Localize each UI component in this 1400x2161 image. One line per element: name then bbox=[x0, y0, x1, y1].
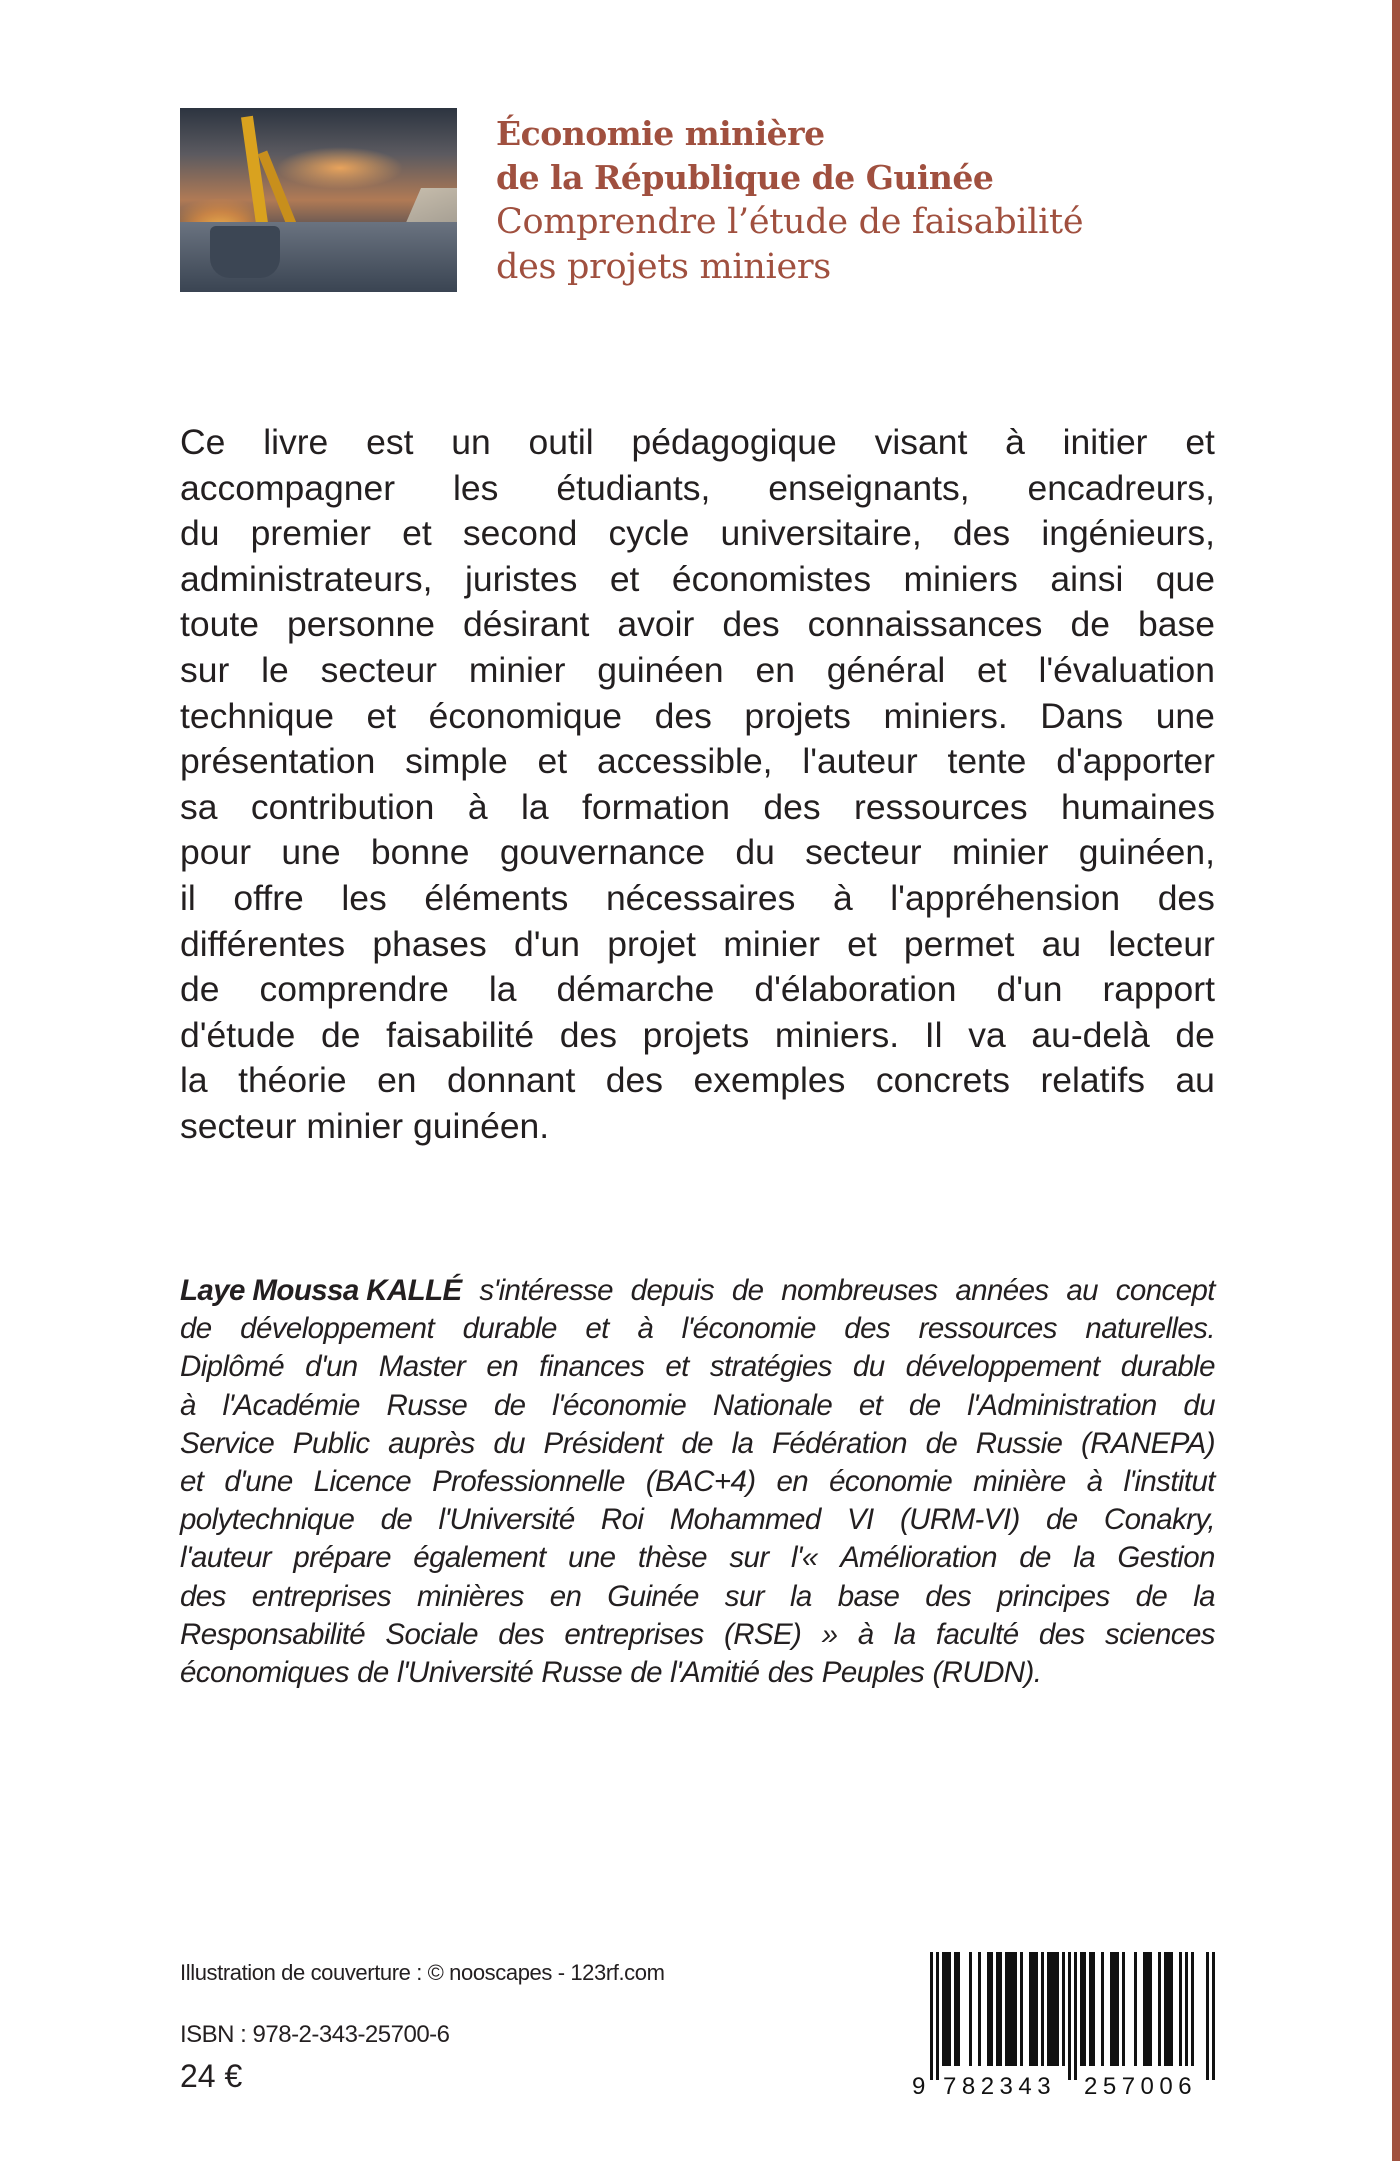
barcode-bar bbox=[1146, 1952, 1149, 2066]
bio-line: l'auteur prépare également une thèse sur l'« Amélioration de la Gestion bbox=[180, 1541, 1215, 1575]
bio-line: Responsabilité Sociale des entreprises (RSE) » à la faculté des sciences bbox=[180, 1617, 1215, 1651]
summary-line: accompagner les étudiants, enseignants, encadreurs, bbox=[180, 467, 1215, 508]
barcode-bar bbox=[930, 1952, 933, 2080]
barcode-bar bbox=[1179, 1952, 1182, 2066]
author-bio bbox=[180, 1272, 1215, 1692]
barcode-digits: 9 bbox=[912, 2073, 931, 2100]
barcode-bar bbox=[1074, 1952, 1077, 2080]
barcode-bar bbox=[1113, 1952, 1116, 2066]
bio-line: Service Public auprès du Président de la Fédération de Russie (RANEPA) bbox=[180, 1426, 1215, 1460]
barcode-bar bbox=[1110, 1952, 1113, 2066]
barcode-bar bbox=[1191, 1952, 1194, 2066]
summary-line: Ce livre est un outil pédagogique visant à initier et bbox=[180, 422, 1215, 462]
summary-line: la théorie en donnant des exemples concrets relatifs au bbox=[180, 1060, 1215, 1101]
barcode-bar bbox=[1068, 1952, 1071, 2080]
barcode-bar bbox=[942, 1952, 945, 2066]
barcode-bar bbox=[957, 1952, 960, 2066]
barcode-bar bbox=[1185, 1952, 1188, 2066]
bio-line: de développement durable et à l'économie des ressources naturelles. bbox=[180, 1312, 1215, 1346]
price: 24 € bbox=[180, 2058, 243, 2094]
barcode-bar bbox=[1080, 1952, 1083, 2066]
bio-line: économiques de l'Université Russe de l'Amitié des Peuples (RUDN). bbox=[180, 1656, 1042, 1690]
barcode-bar bbox=[1020, 1952, 1023, 2066]
summary-line: différentes phases d'un projet minier et permet au lecteur bbox=[180, 923, 1215, 964]
barcode-bar bbox=[1041, 1952, 1044, 2066]
isbn-barcode bbox=[908, 1950, 1218, 2100]
isbn: ISBN : 978-2-343-25700-6 bbox=[180, 2021, 450, 2048]
barcode-bar bbox=[936, 1952, 939, 2080]
barcode-bar bbox=[990, 1952, 993, 2066]
barcode-bar bbox=[1089, 1952, 1092, 2066]
barcode-bar bbox=[1158, 1952, 1161, 2066]
bio-line: à l'Académie Russe de l'économie Nationale et de l'Administration du bbox=[180, 1388, 1215, 1422]
spine-edge bbox=[1392, 0, 1400, 2161]
summary-line: d'étude de faisabilité des projets miniers. Il va au-delà de bbox=[180, 1014, 1215, 1055]
barcode-bar bbox=[1164, 1952, 1167, 2066]
book-title-line: de la République de Guinée bbox=[496, 158, 994, 197]
barcode-bar bbox=[1011, 1952, 1014, 2066]
barcode-digits: 782343 bbox=[943, 2073, 1057, 2100]
bio-line: Laye Moussa KALLÉ s'intéresse depuis de nombreuses années au concept bbox=[180, 1272, 1215, 1310]
barcode-bar bbox=[1008, 1952, 1011, 2066]
summary-line: technique et économique des projets miniers. Dans une bbox=[180, 695, 1215, 736]
cover-thumbnail-image bbox=[180, 108, 457, 292]
barcode-bar bbox=[1050, 1952, 1053, 2066]
book-title-block bbox=[496, 112, 1083, 290]
bio-line: polytechnique de l'Université Roi Mohammed VI (URM-VI) de Conakry, bbox=[180, 1503, 1215, 1537]
barcode-bar bbox=[1170, 1952, 1173, 2066]
summary-line: présentation simple et accessible, l'auteur tente d'apporter bbox=[180, 741, 1215, 782]
summary-line: administrateurs, juristes et économistes miniers ainsi que bbox=[180, 558, 1215, 599]
book-title-line: Économie minière bbox=[496, 114, 825, 153]
barcode-bar bbox=[1149, 1952, 1152, 2066]
barcode-bar bbox=[1122, 1952, 1125, 2066]
book-subtitle-line: des projets miniers bbox=[496, 247, 831, 287]
barcode-bar bbox=[1005, 1952, 1008, 2066]
barcode-bar bbox=[954, 1952, 957, 2066]
summary-line: sa contribution à la formation des ressources humaines bbox=[180, 786, 1215, 827]
barcode-bar bbox=[1101, 1952, 1104, 2066]
barcode-bar bbox=[1143, 1952, 1146, 2066]
barcode-bar bbox=[1035, 1952, 1038, 2066]
barcode-bar bbox=[1092, 1952, 1095, 2066]
summary-line: pour une bonne gouvernance du secteur minier guinéen, bbox=[180, 832, 1215, 873]
barcode-bar bbox=[1206, 1952, 1209, 2080]
barcode-digits: 257006 bbox=[1084, 2073, 1198, 2100]
barcode-bar bbox=[969, 1952, 972, 2066]
barcode-bar bbox=[1014, 1952, 1017, 2066]
barcode-bar bbox=[945, 1952, 948, 2066]
barcode-bar bbox=[1167, 1952, 1170, 2066]
barcode-bar bbox=[1032, 1952, 1035, 2066]
summary-line: il offre les éléments nécessaires à l'appréhension des bbox=[180, 877, 1215, 918]
cover-credit: Illustration de couverture : © nooscapes - 123rf.com bbox=[180, 1960, 665, 1985]
summary-line: toute personne désirant avoir des connaissances de base bbox=[180, 604, 1215, 645]
barcode-bar bbox=[1116, 1952, 1119, 2066]
bio-line: Diplômé d'un Master en finances et stratégies du développement durable bbox=[180, 1350, 1215, 1384]
barcode-bar bbox=[978, 1952, 981, 2066]
summary-line: du premier et second cycle universitaire, des ingénieurs, bbox=[180, 513, 1215, 554]
summary-paragraph bbox=[180, 420, 1215, 1150]
summary-line: secteur minier guinéen. bbox=[180, 1105, 550, 1146]
barcode-bar bbox=[1062, 1952, 1065, 2066]
barcode-bar bbox=[1083, 1952, 1086, 2066]
summary-line: sur le secteur minier guinéen en général et l'évaluation bbox=[180, 649, 1215, 690]
barcode-bar bbox=[987, 1952, 990, 2066]
barcode-bar bbox=[1029, 1952, 1032, 2066]
barcode-bar bbox=[1134, 1952, 1137, 2066]
barcode-bar bbox=[999, 1952, 1002, 2066]
barcode-bar bbox=[1047, 1952, 1050, 2066]
bio-line: et d'une Licence Professionnelle (BAC+4) en économie minière à l'institut bbox=[180, 1465, 1215, 1499]
barcode-bar bbox=[948, 1952, 951, 2066]
barcode-bar bbox=[1212, 1952, 1215, 2080]
summary-line: de comprendre la démarche d'élaboration d'un rapport bbox=[180, 969, 1215, 1010]
bio-line: des entreprises minières en Guinée sur la base des principes de la bbox=[180, 1579, 1215, 1613]
barcode-bar bbox=[1053, 1952, 1056, 2066]
author-name: Laye Moussa KALLÉ bbox=[180, 1274, 462, 1307]
book-subtitle-line: Comprendre l’étude de faisabilité bbox=[496, 202, 1084, 242]
barcode-bar bbox=[996, 1952, 999, 2066]
barcode-bar bbox=[1056, 1952, 1059, 2066]
